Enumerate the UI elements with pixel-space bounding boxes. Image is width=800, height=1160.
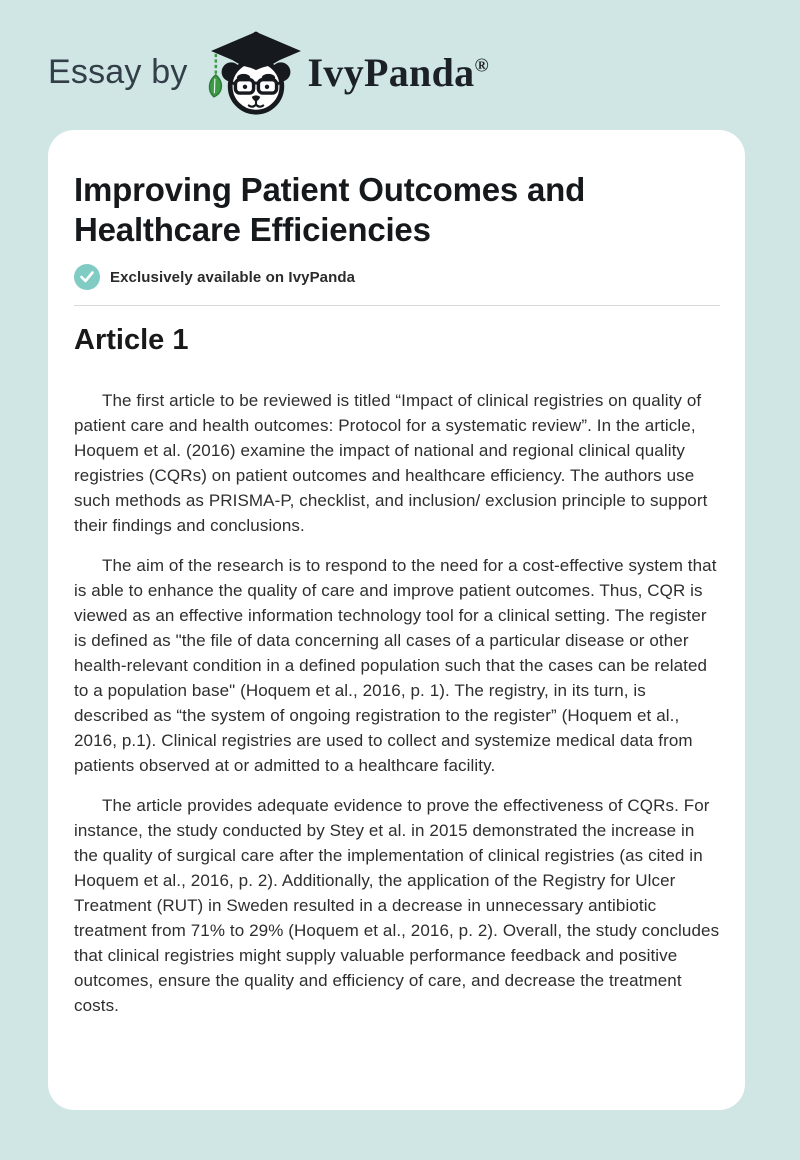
ivypanda-logo[interactable] [208, 28, 489, 116]
essay-paragraph: The aim of the research is to respond to the need for a cost-effective system that is able to enhance the quality of care and improve patient outcomes. Thus, CQR is viewed as an effective information technology tool for a clinical setting. The register is defined as "the file of data concerning all cases of a particular disease or other health-relevant condition in a defined population such that the cases can be related to a population base" (Hoquem et al., 2016, p. 1). The registry, in its turn, is described as “the system of ongoing registration to the register” (Hoquem et al., 2016, p.1). Clinical registries are used to collect and systemize medical data from patients observed at or admitted to a healthcare facility. [74, 556, 717, 775]
header-prefix: Essay by [48, 52, 188, 91]
essay-card [48, 130, 745, 1110]
badge-label: Exclusively available on IvyPanda [110, 268, 356, 286]
check-icon [74, 264, 100, 290]
essay-paragraph: The article provides adequate evidence to prove the effectiveness of CQRs. For instance, the study conducted by Stey et al. in 2015 demonstrated the increase in the quality of surgical care after the implementation of clinical registries (as cited in Hoquem et al., 2016, p. 2). Additionally, the application of the Registry for Ulcer Treatment (RUT) in Sweden resulted in a decrease in unnecessary antibiotic treatment from 71% to 29% (Hoquem et al., 2016, p. 2). Overall, the study concludes that clinical registries might supply valuable performance feedback and positive outcomes, ensure the quality and efficiency of care, and decrease the treatment costs. [74, 796, 720, 1015]
divider [74, 305, 720, 306]
exclusivity-badge [74, 264, 720, 290]
panda-graduate-icon [208, 28, 304, 116]
brand-text: IvyPanda [307, 49, 475, 95]
page-title: Improving Patient Outcomes and Healthcare Efficiencies [74, 171, 586, 248]
essay-paragraph: The first article to be reviewed is titled “Impact of clinical registries on quality of patient care and health outcomes: Protocol for a systematic review”. In the article, Hoquem et al. (2016) examine the impact of national and regional clinical quality registries (CQRs) on patient outcomes and healthcare efficiency. The authors use such methods as PRISMA-P, checklist, and inclusion/ exclusion principle to support their findings and conclusions. [74, 391, 708, 535]
brand-name [308, 49, 489, 96]
registered-mark-icon: ® [474, 55, 489, 77]
section-heading: Article 1 [74, 324, 189, 356]
site-header [0, 0, 800, 130]
